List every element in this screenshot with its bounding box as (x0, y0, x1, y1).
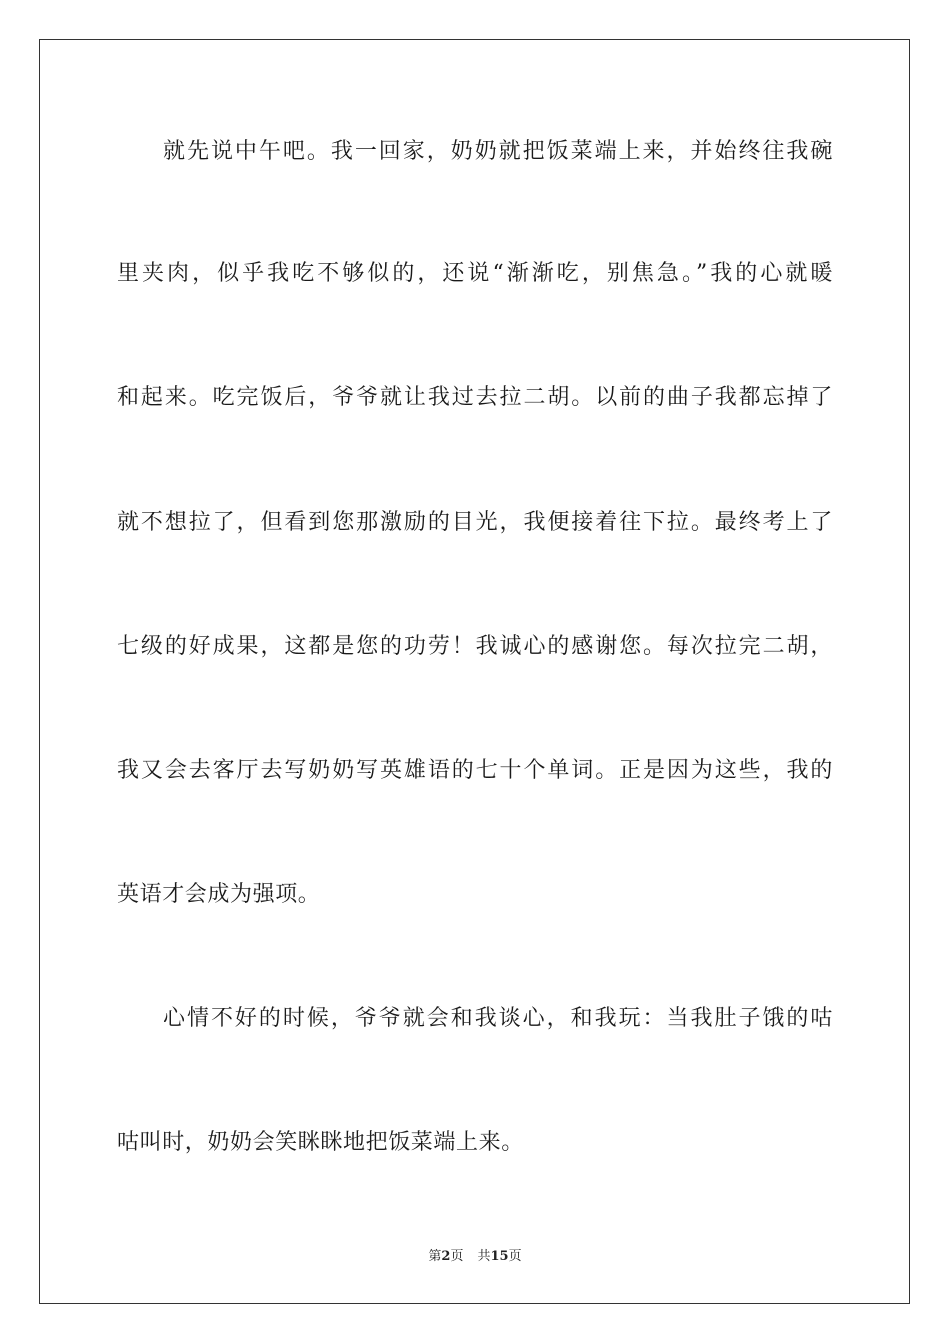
paragraph-1-line-5: 七级的好成果，这都是您的功劳！我诚心的感谢您。每次拉完二胡， (117, 634, 833, 659)
paragraph-1-line-7: 英语才会成为强项。 (117, 882, 321, 907)
paragraph-1-line-2: 里夹肉，似乎我吃不够似的，还说“渐渐吃，别焦急。”我的心就暖 (117, 261, 833, 286)
paragraph-1-line-6: 我又会去客厅去写奶奶写英雄语的七十个单词。正是因为这些，我的 (117, 758, 833, 783)
paragraph-2-line-1: 心情不好的时候，爷爷就会和我谈心，和我玩：当我肚子饿的咕 (163, 1006, 833, 1031)
page-footer (0, 1248, 950, 1266)
page-label-prefix: 第 (428, 1249, 442, 1264)
page-label-suffix: 页 (450, 1249, 464, 1264)
paragraph-1-line-3: 和起来。吃完饭后，爷爷就让我过去拉二胡。以前的曲子我都忘掉了 (117, 385, 833, 410)
total-label-prefix: 共 (477, 1249, 491, 1264)
total-pages: 15 (490, 1249, 509, 1264)
total-label-suffix: 页 (508, 1249, 522, 1264)
page-number: 2 (441, 1249, 451, 1264)
paragraph-2-line-2: 咕叫时，奶奶会笑眯眯地把饭菜端上来。 (117, 1130, 524, 1155)
paragraph-1-line-4: 就不想拉了，但看到您那激励的目光，我便接着往下拉。最终考上了 (117, 510, 833, 535)
paragraph-1-line-1: 就先说中午吧。我一回家，奶奶就把饭菜端上来，并始终往我碗 (163, 139, 833, 164)
page-border (39, 39, 910, 1304)
